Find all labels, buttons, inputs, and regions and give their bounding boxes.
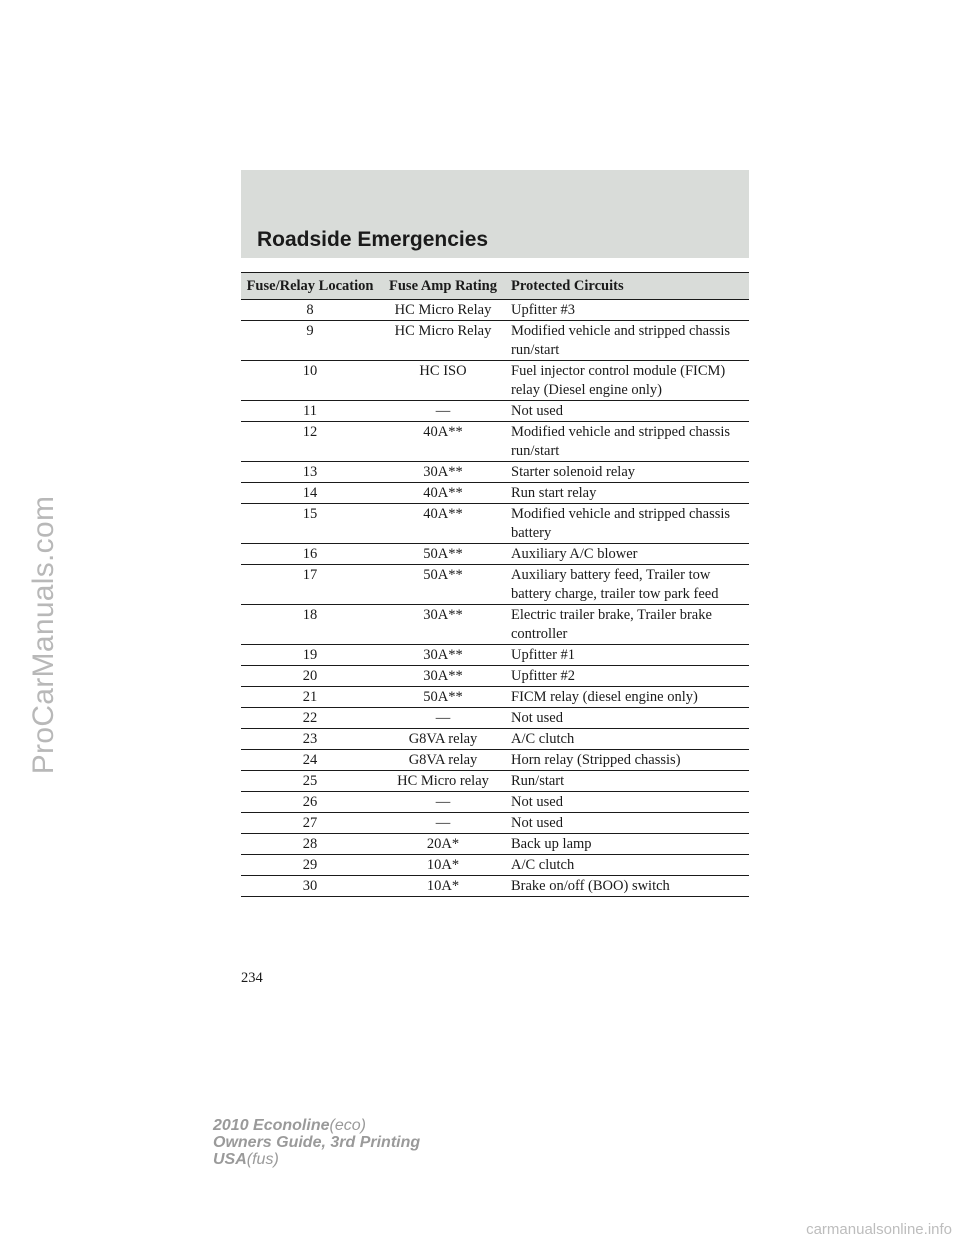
bottom-watermark: carmanualsonline.info bbox=[806, 1221, 952, 1238]
fuse-amp-cell: G8VA relay bbox=[379, 750, 507, 771]
section-header bbox=[241, 170, 749, 258]
protected-circuit-cell: A/C clutch bbox=[507, 855, 749, 876]
table-row bbox=[241, 483, 749, 504]
fuse-location-cell: 19 bbox=[241, 645, 379, 666]
fuse-location-cell: 26 bbox=[241, 792, 379, 813]
table-row bbox=[241, 361, 749, 401]
protected-circuit-cell: Upfitter #3 bbox=[507, 300, 749, 321]
fuse-location-cell: 15 bbox=[241, 504, 379, 544]
fuse-amp-cell: HC Micro Relay bbox=[379, 321, 507, 361]
table-row bbox=[241, 771, 749, 792]
fuse-location-cell: 17 bbox=[241, 565, 379, 605]
fuse-location-cell: 24 bbox=[241, 750, 379, 771]
fuse-amp-cell: — bbox=[379, 792, 507, 813]
table-row bbox=[241, 422, 749, 462]
fuse-amp-cell: 10A* bbox=[379, 855, 507, 876]
table-row bbox=[241, 321, 749, 361]
table-row bbox=[241, 750, 749, 771]
table-row bbox=[241, 792, 749, 813]
fuse-amp-cell: — bbox=[379, 813, 507, 834]
fuse-amp-cell: — bbox=[379, 401, 507, 422]
footer-guide: Owners Guide, 3rd Printing bbox=[213, 1134, 421, 1151]
table-row bbox=[241, 708, 749, 729]
table-row bbox=[241, 300, 749, 321]
table-row bbox=[241, 401, 749, 422]
fuse-table bbox=[241, 272, 749, 897]
page-number: 234 bbox=[241, 970, 263, 986]
protected-circuit-cell: Starter solenoid relay bbox=[507, 462, 749, 483]
fuse-location-cell: 25 bbox=[241, 771, 379, 792]
fuse-amp-cell: 50A** bbox=[379, 687, 507, 708]
fuse-location-cell: 13 bbox=[241, 462, 379, 483]
protected-circuit-cell: Run start relay bbox=[507, 483, 749, 504]
table-row bbox=[241, 645, 749, 666]
fuse-amp-cell: 10A* bbox=[379, 876, 507, 897]
table-header-row bbox=[241, 273, 749, 300]
fuse-location-cell: 30 bbox=[241, 876, 379, 897]
protected-circuit-cell: Not used bbox=[507, 708, 749, 729]
table-row bbox=[241, 544, 749, 565]
table-row bbox=[241, 876, 749, 897]
fuse-location-cell: 20 bbox=[241, 666, 379, 687]
footer-model: 2010 Econoline bbox=[213, 1117, 330, 1134]
side-watermark bbox=[24, 235, 64, 1035]
fuse-amp-cell: HC ISO bbox=[379, 361, 507, 401]
protected-circuit-cell: Electric trailer brake, Trailer brake controller bbox=[507, 605, 749, 645]
protected-circuit-cell: Modified vehicle and stripped chassis run/start bbox=[507, 321, 749, 361]
fuse-amp-cell: 30A** bbox=[379, 645, 507, 666]
protected-circuit-cell: Modified vehicle and stripped chassis run/start bbox=[507, 422, 749, 462]
fuse-amp-cell: 30A** bbox=[379, 666, 507, 687]
header-protected-circuits: Protected Circuits bbox=[507, 273, 749, 300]
protected-circuit-cell: Brake on/off (BOO) switch bbox=[507, 876, 749, 897]
fuse-location-cell: 23 bbox=[241, 729, 379, 750]
footer-line-2 bbox=[213, 1134, 420, 1151]
fuse-location-cell: 22 bbox=[241, 708, 379, 729]
fuse-amp-cell: 40A** bbox=[379, 504, 507, 544]
fuse-table-body bbox=[241, 300, 749, 897]
header-location: Fuse/Relay Location bbox=[241, 273, 379, 300]
fuse-location-cell: 11 bbox=[241, 401, 379, 422]
fuse-amp-cell: 50A** bbox=[379, 544, 507, 565]
footer bbox=[213, 1117, 420, 1168]
fuse-location-cell: 18 bbox=[241, 605, 379, 645]
fuse-location-cell: 27 bbox=[241, 813, 379, 834]
footer-model-code: (eco) bbox=[329, 1117, 366, 1134]
protected-circuit-cell: Not used bbox=[507, 813, 749, 834]
table-row bbox=[241, 605, 749, 645]
protected-circuit-cell: Auxiliary battery feed, Trailer tow battery charge, trailer tow park feed bbox=[507, 565, 749, 605]
table-row bbox=[241, 565, 749, 605]
protected-circuit-cell: Run/start bbox=[507, 771, 749, 792]
footer-market-code: (fus) bbox=[246, 1151, 279, 1168]
footer-market: USA bbox=[213, 1151, 247, 1168]
fuse-location-cell: 9 bbox=[241, 321, 379, 361]
fuse-amp-cell: — bbox=[379, 708, 507, 729]
side-watermark-text: ProCarManuals.com bbox=[27, 495, 60, 775]
fuse-amp-cell: HC Micro relay bbox=[379, 771, 507, 792]
fuse-location-cell: 8 bbox=[241, 300, 379, 321]
fuse-amp-cell: HC Micro Relay bbox=[379, 300, 507, 321]
protected-circuit-cell: Not used bbox=[507, 792, 749, 813]
fuse-location-cell: 14 bbox=[241, 483, 379, 504]
fuse-location-cell: 29 bbox=[241, 855, 379, 876]
fuse-amp-cell: 40A** bbox=[379, 422, 507, 462]
protected-circuit-cell: Upfitter #2 bbox=[507, 666, 749, 687]
table-row bbox=[241, 462, 749, 483]
protected-circuit-cell: Not used bbox=[507, 401, 749, 422]
table-row bbox=[241, 729, 749, 750]
table-row bbox=[241, 855, 749, 876]
table-row bbox=[241, 813, 749, 834]
fuse-location-cell: 28 bbox=[241, 834, 379, 855]
section-title: Roadside Emergencies bbox=[257, 228, 489, 251]
protected-circuit-cell: Modified vehicle and stripped chassis battery bbox=[507, 504, 749, 544]
protected-circuit-cell: Fuel injector control module (FICM) relay (Diesel engine only) bbox=[507, 361, 749, 401]
fuse-location-cell: 10 bbox=[241, 361, 379, 401]
table-row bbox=[241, 834, 749, 855]
footer-line-3 bbox=[213, 1151, 420, 1168]
fuse-amp-cell: 30A** bbox=[379, 462, 507, 483]
fuse-location-cell: 21 bbox=[241, 687, 379, 708]
table-row bbox=[241, 687, 749, 708]
protected-circuit-cell: Horn relay (Stripped chassis) bbox=[507, 750, 749, 771]
footer-line-1 bbox=[213, 1117, 420, 1134]
fuse-amp-cell: 40A** bbox=[379, 483, 507, 504]
header-amp-rating: Fuse Amp Rating bbox=[379, 273, 507, 300]
protected-circuit-cell: Upfitter #1 bbox=[507, 645, 749, 666]
protected-circuit-cell: Auxiliary A/C blower bbox=[507, 544, 749, 565]
table-row bbox=[241, 666, 749, 687]
fuse-amp-cell: 20A* bbox=[379, 834, 507, 855]
table-row bbox=[241, 504, 749, 544]
fuse-amp-cell: 30A** bbox=[379, 605, 507, 645]
protected-circuit-cell: Back up lamp bbox=[507, 834, 749, 855]
fuse-location-cell: 16 bbox=[241, 544, 379, 565]
fuse-amp-cell: G8VA relay bbox=[379, 729, 507, 750]
fuse-location-cell: 12 bbox=[241, 422, 379, 462]
protected-circuit-cell: FICM relay (diesel engine only) bbox=[507, 687, 749, 708]
fuse-amp-cell: 50A** bbox=[379, 565, 507, 605]
protected-circuit-cell: A/C clutch bbox=[507, 729, 749, 750]
